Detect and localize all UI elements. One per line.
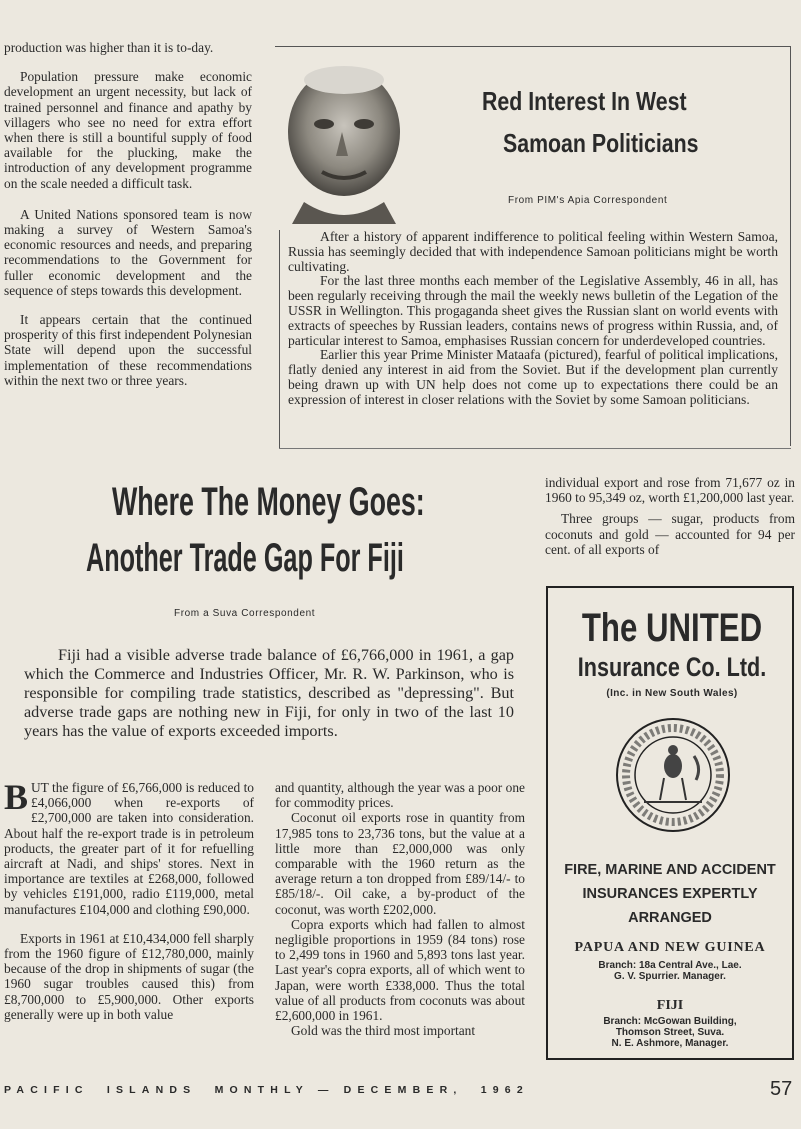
advert-region-fiji: FIJI bbox=[656, 998, 684, 1013]
samoa-paragraph: Earlier this year Prime Minister Mataafa (pictured), fearful of political implications, flatly denied any interest in aid from the Soviet. But if the development plan currently being drawn up with UN help does not come up to expectations there could be an expression of interest in closer relations with the Soviet by some Samoan politicians. bbox=[288, 347, 778, 407]
portrait-photo bbox=[278, 52, 408, 224]
left-paragraph: production was higher than it is to-day. bbox=[4, 40, 214, 55]
box-top-rule bbox=[275, 46, 790, 47]
left-paragraph: It appears certain that the continued prosperity of this first independent Polynesian State will depend upon the successful implementation of these recommendations within the next two or three years. bbox=[4, 312, 252, 388]
samoa-title-line1: Red Interest In West bbox=[482, 86, 687, 116]
samoa-paragraph: For the last three months each member of the Legislative Assembly, 46 in all, has been regularly receiving through the mail the weekly news bulletin of the Legation of the USSR in Wellington. This progaganda sheet gives the Russian slant on world events with extracts of speeches by Russian leaders, contains news of progress within Russia, and, of particular interest to Samoa, emphasises Russian concern for underdeveloped countries. bbox=[288, 273, 778, 348]
services-line: FIRE, MARINE AND ACCIDENT bbox=[564, 862, 776, 878]
fiji-col2-paragraph: Coconut oil exports rose in quantity from 17,985 tons to 23,736 tons, but the value at a little more than £2,000,000 was only comparable with the 1960 return as the average return a ton dropped from £89/14/- to £85/18/-. Oil cake, a by-product of the coconut, was worth £202,000. bbox=[275, 810, 525, 917]
advert-branch-png bbox=[548, 960, 792, 982]
dropcap: B bbox=[4, 777, 29, 817]
portrait-icon bbox=[278, 52, 408, 224]
fiji-col2-paragraph: Gold was the third most important bbox=[291, 1023, 476, 1039]
services-line: INSURANCES EXPERTLY bbox=[582, 886, 758, 902]
branch-manager: G. V. Spurrier. Manager. bbox=[614, 971, 726, 982]
company-seal bbox=[614, 716, 732, 834]
left-paragraph: Population pressure make economic development an urgent necessity, but lack of trained personnel and finance and apathy by villagers who see no need for extra effort when there is still a bountiful supply of food available for the plucking, make the introduction of any development programme on the scale needed a difficult task. bbox=[4, 69, 252, 191]
branch-manager: N. E. Ashmore, Manager. bbox=[611, 1038, 729, 1049]
fiji-col1-text: UT the figure of £6,766,000 is reduced to £4,066,000 when re-exports of £2,700,000 are taken into consideration. About half the re-export trade is in petroleum products, the greater part of it for refuelling aircraft at Nadi, and ships' stores. Next in importance are textiles at £268,000, followed by vehicles £191,000, radio £119,000, metal manufactures £104,000 and clothing £90,000. bbox=[4, 780, 254, 917]
fiji-col2-paragraph: Copra exports which had fallen to almost negligible proportions in 1959 (84 tons) rose to 2,499 tons in 1960 and 5,893 tons last year. Last year's copra exports, all of which went to Japan, were worth £338,000. Thus the total value of all products from coconuts was about £2,600,000 in 1961. bbox=[275, 916, 525, 1024]
samoa-paragraph: After a history of apparent indifference to political feeling within Western Samoa, Russia has seemingly decided that with independence Samoan politicians might be worth cultivating. bbox=[288, 229, 778, 274]
box-bottom-rule bbox=[279, 448, 791, 449]
samoa-byline: From PIM's Apia Correspondent bbox=[508, 195, 668, 206]
fiji-lead: Fiji had a visible adverse trade balance of £6,766,000 in 1961, a gap which the Commerce and Industries Officer, Mr. R. W. Parkinson, who is responsible for compiling trade statistics, described as "depressing". But adverse trade gaps are nothing new in Fiji, for only in two of the last 10 years has the value of exports exceeded imports. bbox=[24, 646, 514, 740]
fiji-column-1 bbox=[4, 777, 254, 1022]
branch-address: Branch: 18a Central Ave., Lae. bbox=[598, 960, 742, 971]
samoa-title-line2: Samoan Politicians bbox=[503, 128, 699, 158]
services-line: ARRANGED bbox=[628, 910, 712, 926]
box-left-rule bbox=[279, 230, 280, 448]
footer-publication: PACIFIC ISLANDS MONTHLY — DECEMBER, 1962 bbox=[4, 1084, 529, 1096]
advert-incorporation: (Inc. in New South Wales) bbox=[606, 688, 738, 699]
fiji-col2-paragraph: and quantity, although the year was a poor one for commodity prices. bbox=[275, 780, 525, 811]
left-column bbox=[4, 40, 252, 388]
page-number: 57 bbox=[770, 1078, 793, 1100]
advert-region-png: PAPUA AND NEW GUINEA bbox=[574, 940, 766, 955]
advert-name-line2: Insurance Co. Ltd. bbox=[577, 652, 767, 682]
advert-name-line1: The UNITED bbox=[581, 606, 763, 650]
samoa-body bbox=[288, 230, 778, 408]
branch-street: Thomson Street, Suva. bbox=[615, 1027, 725, 1038]
fiji-col3-paragraph: individual export and rose from 71,677 oz in 1960 to 95,349 oz, worth £1,200,000 last year. bbox=[545, 475, 795, 506]
advert-branch-fiji bbox=[548, 1016, 792, 1049]
fiji-byline: From a Suva Correspondent bbox=[174, 608, 316, 619]
box-right-rule bbox=[790, 46, 791, 446]
seal-icon bbox=[614, 716, 732, 834]
fiji-title-line2: Another Trade Gap For Fiji bbox=[86, 536, 404, 580]
fiji-col3-paragraph: Three groups — sugar, products from coconuts and gold — accounted for 94 per cent. of all exports of bbox=[545, 511, 795, 557]
left-paragraph: A United Nations sponsored team is now making a survey of Western Samoa's economic resources and needs, and preparing recommendations to the Government for fuller economic development and the sequence of steps towards this development. bbox=[4, 206, 252, 298]
insurance-advert bbox=[546, 586, 794, 1060]
fiji-column-3 bbox=[545, 475, 795, 557]
advert-services bbox=[548, 858, 792, 930]
fiji-col1-paragraph: Exports in 1961 at £10,434,000 fell sharply from the 1960 figure of £12,780,000, mainly because of the drop in shipments of sugar (the 1960 sugar troubles caused this) from £8,700,000 to £5,900,000. Other exports generally were up in both value bbox=[4, 930, 254, 1022]
branch-address: Branch: McGowan Building, bbox=[603, 1016, 737, 1027]
fiji-column-2 bbox=[275, 780, 525, 1038]
fiji-title-line1: Where The Money Goes: bbox=[112, 480, 425, 524]
fiji-col1-first-paragraph bbox=[4, 777, 254, 917]
